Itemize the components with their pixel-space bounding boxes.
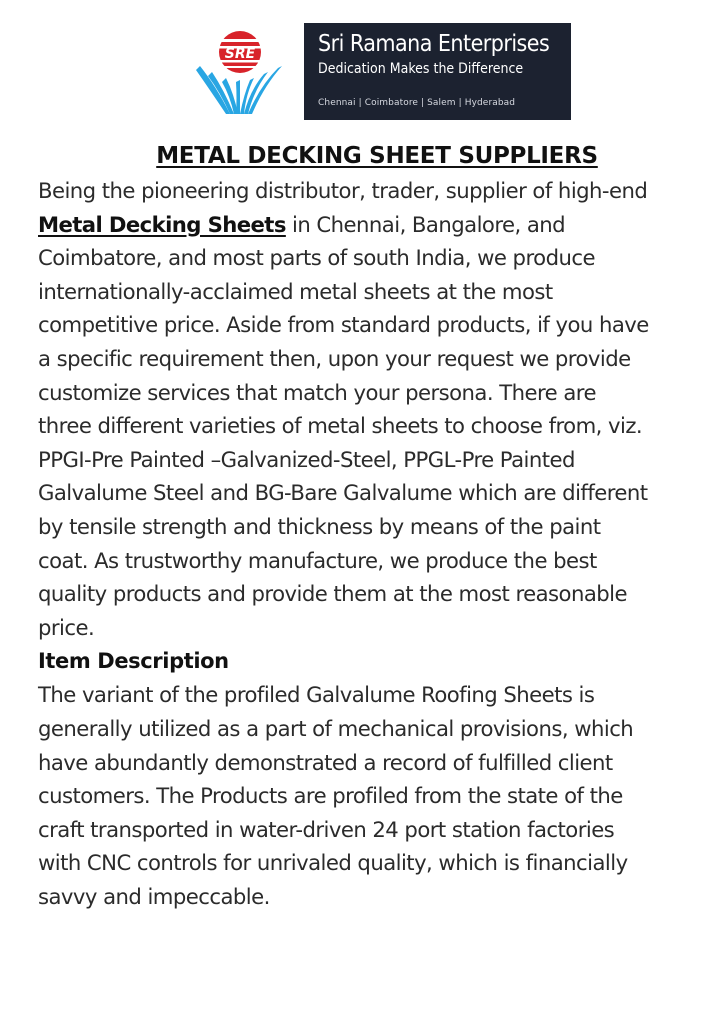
header <box>0 20 720 120</box>
text-line: internationally-acclaimed metal sheets at the most <box>38 278 553 304</box>
text-line: Being the pioneering distributor, trader, supplier of high-end <box>38 178 648 203</box>
text-line-with-link <box>38 208 698 242</box>
article <box>38 138 698 913</box>
description-paragraph <box>38 678 698 913</box>
sre-logo-icon <box>186 26 292 118</box>
logo-text: SRE <box>224 46 256 62</box>
text-line: customize services that match your persona. There are <box>38 379 596 405</box>
text-line: Coimbatore, and most parts of south India, we produce <box>38 245 595 271</box>
text-line: coat. As trustworthy manufacture, we produce the best <box>38 547 597 573</box>
page-title: METAL DECKING SHEET SUPPLIERS <box>156 143 598 169</box>
metal-decking-sheets-link[interactable]: Metal Decking Sheets <box>38 211 286 237</box>
text-line: with CNC controls for unrivaled quality, which is financially <box>38 850 628 876</box>
text-line: price. <box>38 614 95 640</box>
text-line: craft transported in water-driven 24 port station factories <box>38 816 615 842</box>
text-line: by tensile strength and thickness by means of the paint <box>38 513 601 539</box>
text-line: quality products and provide them at the most reasonable <box>38 581 627 607</box>
text-line: Galvalume Steel and BG-Bare Galvalume which are different <box>38 480 648 506</box>
company-banner <box>304 23 571 120</box>
text-line: PPGI-Pre Painted –Galvanized-Steel, PPGL-Pre Painted <box>38 446 575 472</box>
item-description-heading: Item Description <box>38 649 229 674</box>
text-line: a specific requirement then, upon your request we provide <box>38 345 631 371</box>
text-line: The variant of the profiled Galvalume Roofing Sheets is <box>38 682 595 708</box>
text-line: three different varieties of metal sheets to choose from, viz. <box>38 413 643 439</box>
link-suffix-text: in Chennai, Bangalore, and <box>285 211 566 237</box>
company-tagline: Dedication Makes the Difference <box>318 61 524 77</box>
text-line: customers. The Products are profiled from the state of the <box>38 783 623 809</box>
company-name: Sri Ramana Enterprises <box>318 31 550 57</box>
text-line: competitive price. Aside from standard products, if you have <box>38 312 649 338</box>
intro-paragraph <box>38 174 698 644</box>
company-locations: Chennai | Coimbatore | Salem | Hyderabad <box>318 98 516 108</box>
text-line: generally utilized as a part of mechanical provisions, which <box>38 715 634 741</box>
text-line: savvy and impeccable. <box>38 883 270 909</box>
text-line: have abundantly demonstrated a record of fulfilled client <box>38 749 613 775</box>
